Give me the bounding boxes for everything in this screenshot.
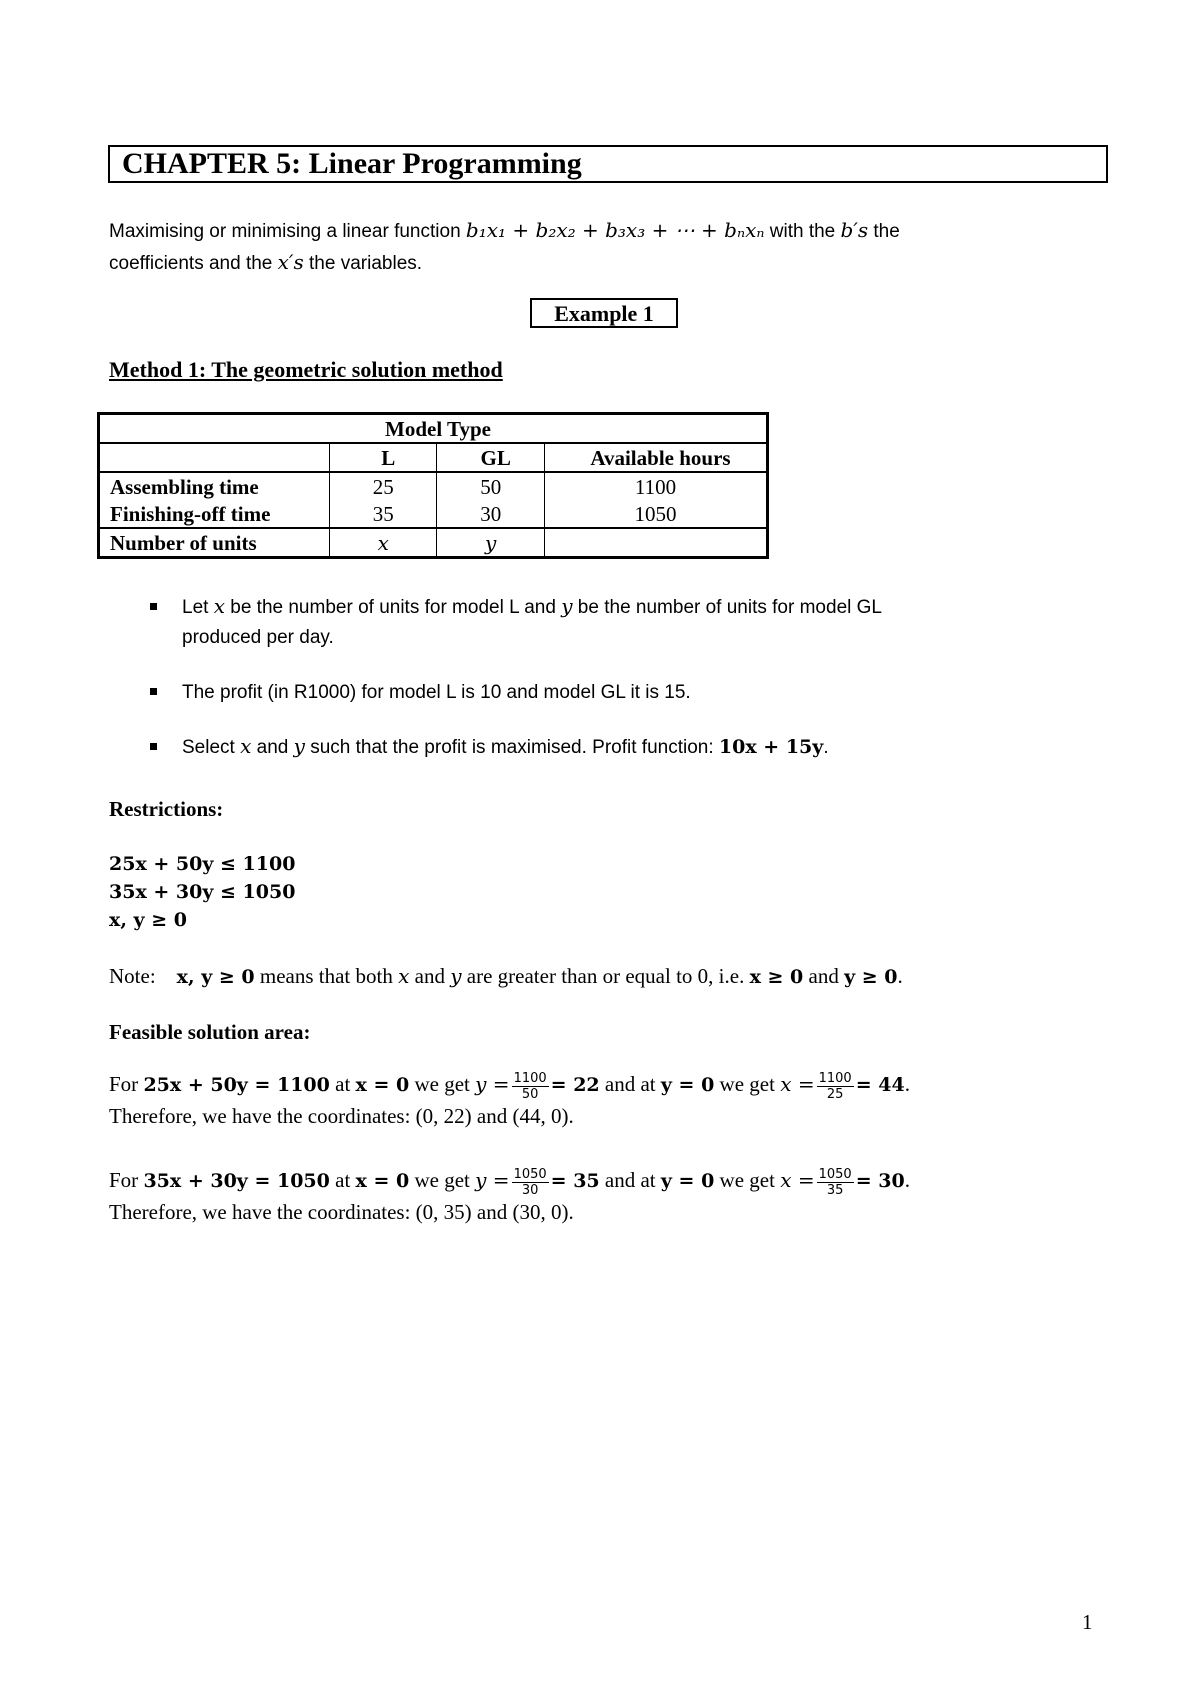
- fraction-denominator: 25: [826, 1086, 844, 1102]
- profit-function: 10x + 15y: [718, 736, 824, 758]
- bullet-text: be the number of units for model GL: [572, 597, 882, 618]
- table-cell: y: [437, 528, 544, 558]
- note-text: .: [897, 964, 903, 988]
- restrictions-list: [109, 850, 1109, 934]
- var-y: y: [293, 734, 305, 758]
- list-item: [140, 732, 1040, 762]
- equation: 35x + 30y = 1050: [143, 1170, 330, 1192]
- table-cell: 1100: [544, 472, 767, 500]
- text: at: [329, 1072, 356, 1096]
- var-y: y: [450, 964, 462, 988]
- table-column-header: GL: [437, 443, 544, 472]
- math-expr: = 44: [855, 1074, 905, 1096]
- square-bullet-icon: [150, 743, 157, 750]
- text: .: [904, 1168, 910, 1192]
- text: and at: [599, 1072, 661, 1096]
- example-label: Example 1: [530, 298, 678, 328]
- note-paragraph: [109, 962, 1109, 991]
- math-expr: x, y ≥ 0: [176, 966, 255, 988]
- note-label: Note:: [109, 964, 156, 988]
- bullet-text: Select: [182, 737, 241, 758]
- fraction-numerator: 1100: [818, 1070, 852, 1086]
- math-expr: x = 0: [355, 1074, 410, 1096]
- var-x: x: [240, 734, 252, 758]
- intro-text: Maximising or minimising a linear function: [109, 221, 466, 242]
- intro-text: the: [868, 221, 900, 242]
- table-cell: [544, 528, 767, 558]
- math-expr: y =: [475, 1168, 510, 1192]
- text: For: [109, 1072, 144, 1096]
- math-expr: y ≥ 0: [844, 966, 898, 988]
- linear-function-expr: b₁x₁ + b₂x₂ + b₃x₃ + ⋯ + bₙxₙ: [465, 218, 765, 242]
- text: .: [904, 1072, 910, 1096]
- fraction-numerator: 1050: [818, 1166, 852, 1182]
- fraction-denominator: 35: [826, 1182, 844, 1198]
- intro-text: with the: [764, 221, 841, 242]
- math-expr: = 35: [550, 1170, 600, 1192]
- table-column-header-row: [99, 443, 768, 472]
- list-item: [140, 677, 1040, 707]
- text: we get: [409, 1072, 476, 1096]
- restrictions-title: Restrictions:: [109, 797, 224, 821]
- coordinates-line: Therefore, we have the coordinates: (0, 22) and (44, 0).: [109, 1103, 574, 1128]
- fraction: [817, 1071, 854, 1102]
- text: we get: [714, 1072, 781, 1096]
- math-expr: x ≥ 0: [749, 966, 804, 988]
- table-cell: 35: [330, 500, 437, 528]
- table-cell: 1050: [544, 500, 767, 528]
- bullet-text: be the number of units for model L and: [224, 597, 562, 618]
- table-row-label: Finishing-off time: [110, 501, 271, 526]
- fraction-denominator: 50: [521, 1086, 539, 1102]
- table-cell: 50: [437, 472, 544, 500]
- feasible-paragraph-1: [109, 1070, 1109, 1130]
- table-cell: 25: [330, 472, 437, 500]
- table-row: [99, 500, 768, 528]
- fraction: [512, 1167, 549, 1198]
- square-bullet-icon: [150, 603, 157, 610]
- feasible-paragraph-2: [109, 1166, 1109, 1226]
- var-x: x: [213, 594, 225, 618]
- bullet-list: [140, 592, 1040, 787]
- fraction-numerator: 1050: [513, 1166, 547, 1182]
- restriction-line: 35x + 30y ≤ 1050: [109, 881, 296, 903]
- table-row-label: Assembling time: [110, 474, 259, 499]
- bullet-text: produced per day.: [182, 627, 334, 648]
- bullet-text: Let: [182, 597, 214, 618]
- text: and at: [599, 1168, 661, 1192]
- chapter-title: CHAPTER 5: Linear Programming: [108, 145, 1108, 183]
- var-y: y: [561, 594, 573, 618]
- fraction-denominator: 30: [521, 1182, 539, 1198]
- note-text: and: [803, 964, 845, 988]
- bullet-text: .: [823, 737, 829, 758]
- coordinates-line: Therefore, we have the coordinates: (0, 35) and (30, 0).: [109, 1199, 574, 1224]
- restriction-line: x, y ≥ 0: [109, 909, 187, 931]
- math-expr: y =: [475, 1072, 510, 1096]
- note-text: are greater than or equal to 0, i.e.: [461, 964, 750, 988]
- table-group-header: Model Type: [99, 414, 768, 444]
- fraction: [817, 1167, 854, 1198]
- text: at: [329, 1168, 356, 1192]
- math-expr: = 30: [855, 1170, 905, 1192]
- table-cell: 30: [437, 500, 544, 528]
- coefficients-symbol: b′s: [840, 218, 869, 242]
- intro-paragraph: [109, 215, 1069, 279]
- equation: 25x + 50y = 1100: [143, 1074, 330, 1096]
- list-item: [140, 592, 1040, 652]
- equation-line: [109, 1166, 1109, 1198]
- text: For: [109, 1168, 144, 1192]
- note-text: and: [409, 964, 451, 988]
- table-cell: x: [330, 528, 437, 558]
- page-number: 1: [1082, 1610, 1093, 1634]
- note-text: means that both: [254, 964, 399, 988]
- text: we get: [714, 1168, 781, 1192]
- math-expr: = 22: [550, 1074, 600, 1096]
- table-row: [99, 472, 768, 500]
- table-group-header-row: [99, 414, 768, 444]
- math-expr: x = 0: [355, 1170, 410, 1192]
- square-bullet-icon: [150, 688, 157, 695]
- feasible-title: Feasible solution area:: [109, 1020, 311, 1044]
- table-row: [99, 528, 768, 558]
- table-corner-cell: [99, 443, 330, 472]
- method-title: Method 1: The geometric solution method: [109, 357, 503, 382]
- math-expr: y = 0: [660, 1170, 715, 1192]
- model-table: [97, 412, 769, 559]
- fraction: [512, 1071, 549, 1102]
- var-x: x: [398, 964, 410, 988]
- math-expr: y = 0: [660, 1074, 715, 1096]
- equation-line: [109, 1070, 1109, 1102]
- math-expr: x =: [780, 1168, 815, 1192]
- bullet-text: and: [251, 737, 294, 758]
- text: we get: [409, 1168, 476, 1192]
- table-row-label: Number of units: [99, 528, 330, 558]
- restriction-line: 25x + 50y ≤ 1100: [109, 853, 296, 875]
- math-expr: x =: [780, 1072, 815, 1096]
- intro-text: coefficients and the: [109, 253, 278, 274]
- intro-text: the variables.: [303, 253, 423, 274]
- bullet-text: such that the profit is maximised. Profit function:: [304, 737, 719, 758]
- variables-symbol: x′s: [277, 250, 304, 274]
- table-column-header: L: [330, 443, 437, 472]
- fraction-numerator: 1100: [513, 1070, 547, 1086]
- bullet-text: The profit (in R1000) for model L is 10 and model GL it is 15.: [182, 682, 691, 703]
- table-column-header: Available hours: [544, 443, 767, 472]
